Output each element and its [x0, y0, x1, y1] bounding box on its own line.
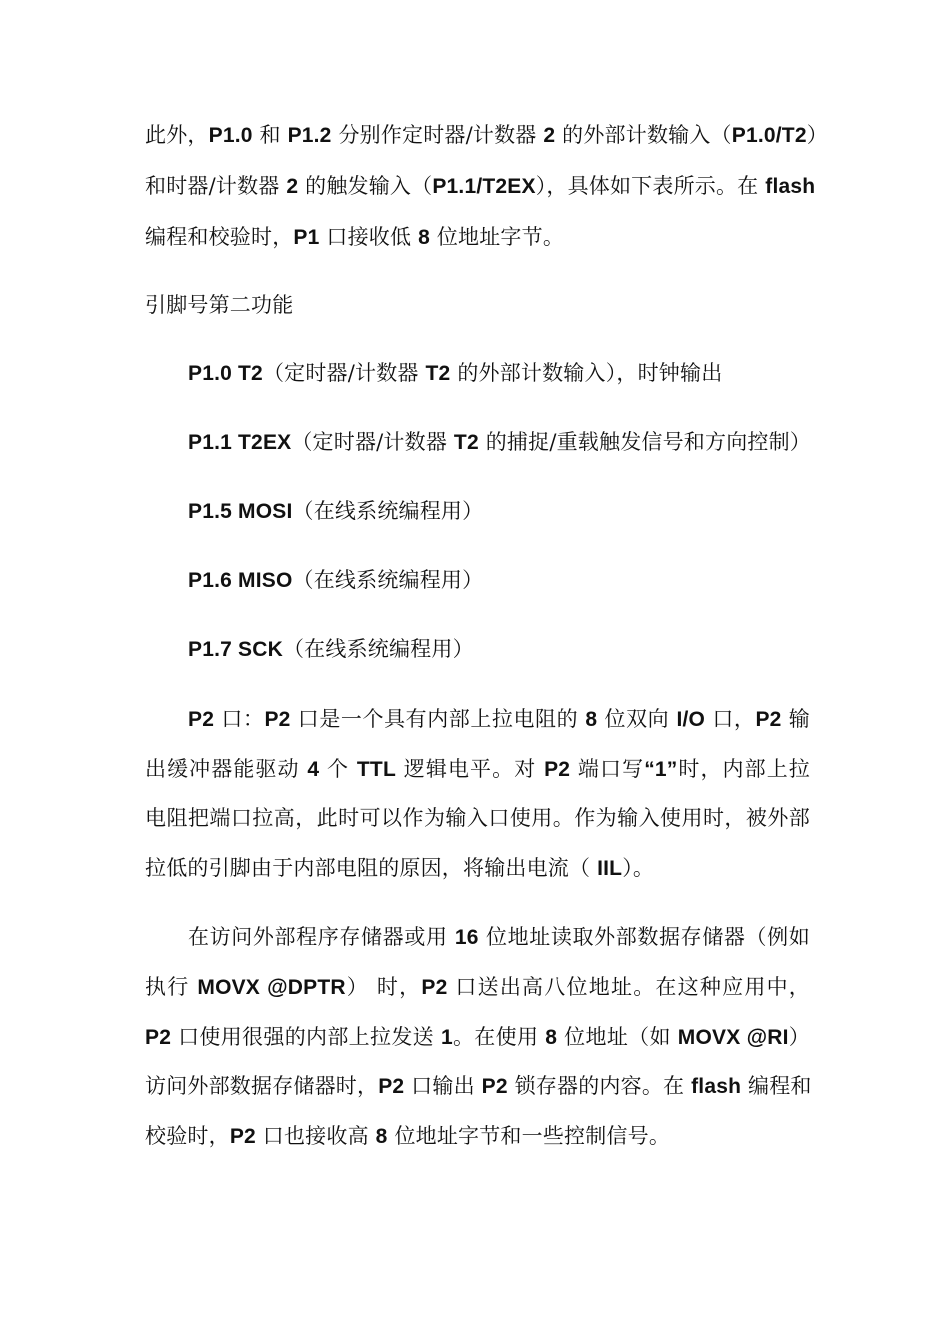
- text-run: 口也接收高: [255, 1124, 376, 1148]
- pin-function-p1-5: [188, 496, 853, 527]
- text-run: P2: [755, 708, 782, 731]
- text-run: （定时器/计数器: [262, 361, 426, 385]
- text-run: 和: [252, 123, 288, 147]
- text-run: 时，内部上拉: [677, 757, 810, 781]
- text-run: 4: [307, 758, 320, 781]
- text-run: ） 时，: [345, 975, 422, 999]
- text-run: 编程和校验时，: [145, 225, 294, 249]
- text-run: 8: [418, 226, 430, 249]
- text-run: 校验时，: [145, 1124, 230, 1148]
- text-run: （在线系统编程用）: [282, 637, 474, 661]
- text-run: flash: [691, 1075, 742, 1098]
- text-run: P1.0/T2: [731, 124, 807, 147]
- text-run: 在访问外部程序存储器或用: [188, 925, 455, 949]
- text-run: P2: [188, 708, 215, 731]
- text-run: 端口写: [570, 757, 645, 781]
- text-run: 2: [286, 175, 299, 198]
- text-run: 口送出高八位地址。在这种应用中，: [447, 975, 810, 999]
- text-run: 逻辑电平。对: [396, 757, 545, 781]
- text-run: IIL: [597, 857, 623, 880]
- text-run: 引脚号第二功能: [145, 293, 294, 317]
- text-run: 8: [545, 1026, 558, 1049]
- text-run: 位地址读取外部数据存储器（例如: [478, 925, 811, 949]
- text-run: 位地址字节和一些控制信号。: [387, 1124, 671, 1148]
- text-run: P1.6 MISO: [188, 569, 293, 592]
- text-run: 。在使用: [452, 1025, 546, 1049]
- text-run: 锁存器的内容。在: [507, 1074, 692, 1098]
- text-run: 8: [585, 708, 598, 731]
- text-run: 口，: [705, 707, 756, 731]
- text-run: 位双向: [597, 707, 677, 731]
- text-run: 输: [781, 707, 810, 731]
- text-run: P2: [421, 976, 448, 999]
- text-run: T2: [425, 362, 451, 385]
- pin-function-p1-6: [188, 565, 853, 596]
- pin-function-p1-0: [188, 358, 853, 389]
- paragraph3-line1: [188, 922, 810, 953]
- text-run: “1”: [644, 758, 678, 781]
- text-run: ），具体如下表所示。在: [535, 174, 766, 198]
- text-run: 拉低的引脚由于内部电阻的原因，将输出电流（: [145, 856, 598, 880]
- paragraph1-line3: [145, 222, 810, 253]
- text-run: 的捕捉/重载触发信号和方向控制）: [478, 430, 811, 454]
- paragraph3-line2: [145, 972, 810, 1003]
- text-run: T2: [453, 431, 479, 454]
- text-run: 口是一个具有内部上拉电阻的: [290, 707, 586, 731]
- paragraph2-line4: [145, 853, 810, 884]
- text-run: P2: [229, 1125, 256, 1148]
- text-run: 口接收低: [319, 225, 419, 249]
- text-run: MOVX @RI: [677, 1026, 789, 1049]
- text-run: 和时器/计数器: [145, 174, 287, 198]
- text-run: P2: [544, 758, 571, 781]
- text-run: MOVX @DPTR: [197, 976, 346, 999]
- paragraph2-line3: [145, 803, 810, 833]
- paragraph1-line2: [145, 171, 816, 202]
- text-run: 16: [454, 926, 479, 949]
- text-run: P1.0: [208, 124, 253, 147]
- text-run: 口使用很强的内部上拉发送: [171, 1025, 441, 1049]
- text-run: P2: [481, 1075, 508, 1098]
- text-run: flash: [765, 175, 816, 198]
- text-run: TTL: [356, 758, 396, 781]
- text-run: 访问外部数据存储器时，: [145, 1074, 379, 1098]
- text-run: I/O: [676, 708, 706, 731]
- pin-function-p1-1: [188, 427, 853, 458]
- paragraph2-line2: [145, 754, 810, 785]
- text-run: 口：: [214, 707, 265, 731]
- text-run: ）: [788, 1025, 810, 1049]
- table-header: [145, 290, 810, 320]
- text-run: （定时器/计数器: [291, 430, 454, 454]
- text-run: 执行: [145, 975, 198, 999]
- text-run: ）: [806, 123, 828, 147]
- text-run: ）。: [622, 856, 655, 880]
- text-run: 电阻把端口拉高，此时可以作为输入口使用。作为输入使用时，被外部: [145, 806, 810, 830]
- text-run: P1.2: [287, 124, 332, 147]
- text-run: 的触发输入（: [298, 174, 433, 198]
- text-run: P1.1 T2EX: [188, 431, 292, 454]
- text-run: 口输出: [404, 1074, 482, 1098]
- pin-function-p1-7: [188, 634, 853, 665]
- text-run: 位地址（如: [557, 1025, 678, 1049]
- text-run: （在线系统编程用）: [292, 568, 484, 592]
- text-run: 个: [319, 757, 357, 781]
- text-run: P2: [264, 708, 291, 731]
- text-run: 的外部计数输入（: [555, 123, 732, 147]
- paragraph3-line3: [145, 1022, 810, 1053]
- paragraph3-line5: [145, 1121, 810, 1152]
- text-run: 此外，: [145, 123, 209, 147]
- text-run: P1.0 T2: [188, 362, 263, 385]
- text-run: 2: [543, 124, 556, 147]
- text-run: （在线系统编程用）: [292, 499, 484, 523]
- text-run: 8: [375, 1125, 388, 1148]
- text-run: P2: [378, 1075, 405, 1098]
- text-run: 编程和: [741, 1074, 812, 1098]
- text-run: P2: [145, 1026, 172, 1049]
- text-run: 分别作定时器/计数器: [331, 123, 544, 147]
- paragraph2-line1: [188, 704, 810, 735]
- text-run: 1: [440, 1026, 453, 1049]
- paragraph3-line4: [145, 1071, 810, 1102]
- text-run: P1.5 MOSI: [188, 500, 293, 523]
- text-run: P1: [293, 226, 320, 249]
- text-run: 的外部计数输入），时钟输出: [450, 361, 723, 385]
- text-run: 位地址字节。: [429, 225, 565, 249]
- paragraph1-line1: [145, 120, 828, 151]
- text-run: 出缓冲器能驱动: [145, 757, 308, 781]
- text-run: P1.7 SCK: [188, 638, 283, 661]
- text-run: P1.1/T2EX: [432, 175, 536, 198]
